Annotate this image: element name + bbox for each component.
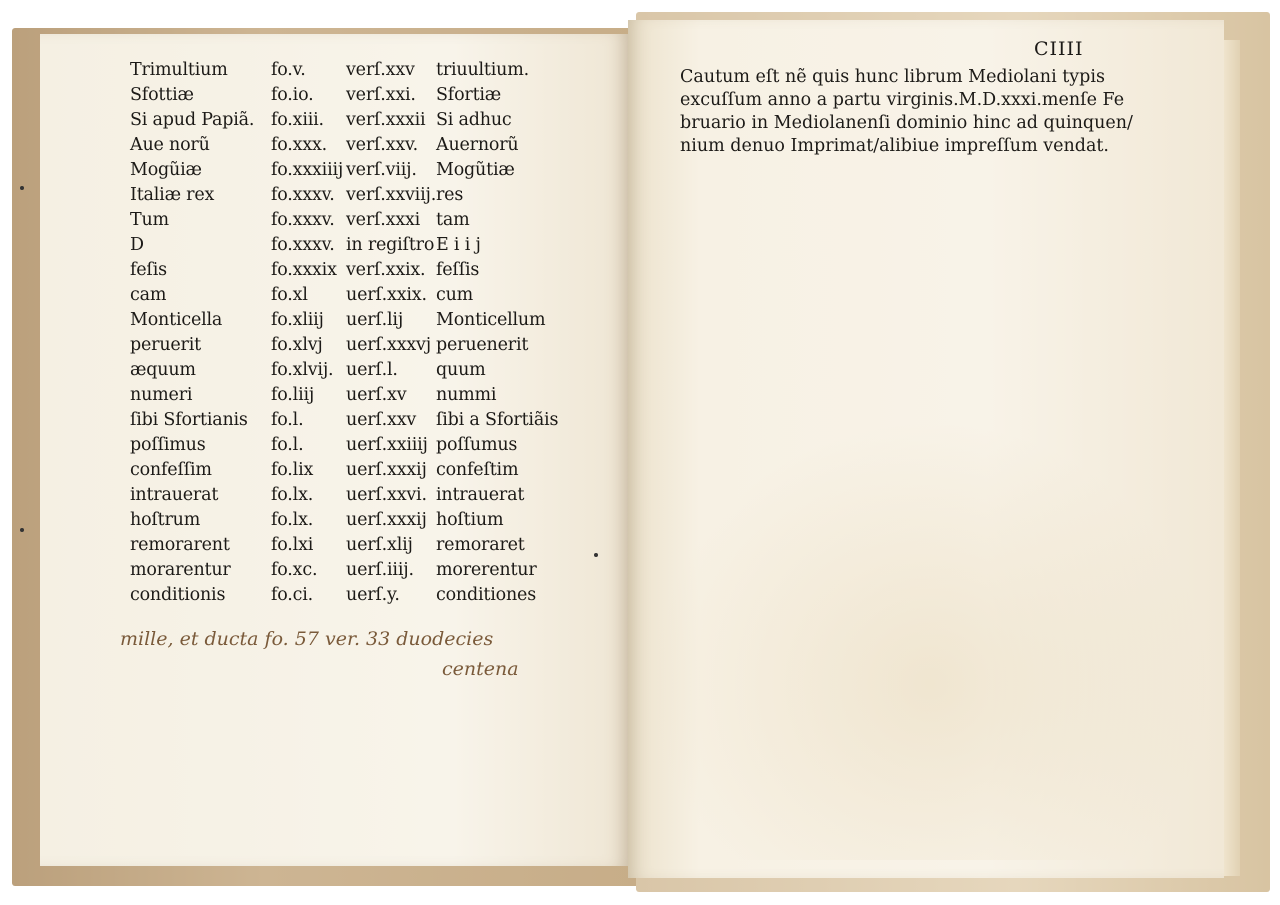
- verse-ref: verſ.xxv.: [346, 135, 418, 155]
- folio-number: CIIII: [1034, 38, 1084, 60]
- error-text: conditionis: [130, 585, 226, 605]
- ink-speck: [594, 553, 598, 557]
- verse-ref: uerſ.xxvi.: [346, 485, 427, 505]
- left-page: [40, 34, 628, 866]
- correction-text: Mogũtiæ: [436, 160, 515, 180]
- folio-ref: fo.lxi: [271, 535, 314, 555]
- verse-ref: uerſ.xv: [346, 385, 407, 405]
- error-text: ſibi Sfortianis: [130, 410, 248, 430]
- folio-ref: fo.xlvj: [271, 335, 323, 355]
- verse-ref: uerſ.lij: [346, 310, 404, 330]
- folio-ref: fo.xxxv.: [271, 210, 335, 230]
- error-text: æquum: [130, 360, 196, 380]
- folio-ref: fo.l.: [271, 435, 304, 455]
- correction-text: Sfortiæ: [436, 85, 502, 105]
- error-text: feſis: [130, 260, 167, 280]
- correction-text: nummi: [436, 385, 497, 405]
- error-text: Monticella: [130, 310, 223, 330]
- correction-text: ſibi a Sfortiãis: [436, 410, 559, 430]
- verse-ref: verſ.xxix.: [346, 260, 426, 280]
- error-text: poſſimus: [130, 435, 206, 455]
- folio-ref: fo.v.: [271, 60, 306, 80]
- verse-ref: verſ.xxxi: [346, 210, 421, 230]
- correction-text: quum: [436, 360, 486, 380]
- printing-privilege: [680, 66, 1150, 158]
- folio-ref: fo.xliij: [271, 310, 324, 330]
- error-text: Tum: [130, 210, 169, 230]
- correction-text: confeſtim: [436, 460, 519, 480]
- binding-hole: [20, 186, 24, 190]
- correction-text: morerentur: [436, 560, 537, 580]
- binding-hole: [20, 528, 24, 532]
- folio-ref: fo.lx.: [271, 485, 314, 505]
- correction-text: Auernorũ: [436, 135, 519, 155]
- privilege-line: bruario in Mediolanenſi dominio hinc ad quinquen/: [680, 113, 1133, 133]
- folio-ref: fo.xxxix: [271, 260, 337, 280]
- folio-ref: fo.xxxv.: [271, 235, 335, 255]
- folio-ref: fo.xl: [271, 285, 308, 305]
- error-text: Italiæ rex: [130, 185, 215, 205]
- error-text: intrauerat: [130, 485, 219, 505]
- folio-ref: fo.xiii.: [271, 110, 324, 130]
- privilege-line: excuſſum anno a partu virginis.M.D.xxxi.menſe Fe: [680, 90, 1125, 110]
- correction-text: E i i j: [436, 235, 481, 255]
- folio-ref: fo.xxxv.: [271, 185, 335, 205]
- verse-ref: uerſ.xlij: [346, 535, 413, 555]
- correction-text: Si adhuc: [436, 110, 512, 130]
- error-text: Sfottiæ: [130, 85, 194, 105]
- verse-ref: verſ.viij.: [346, 160, 417, 180]
- verse-ref: verſ.xxv: [346, 60, 415, 80]
- folio-ref: fo.xc.: [271, 560, 318, 580]
- correction-text: poſſumus: [436, 435, 518, 455]
- error-text: Trimultium: [130, 60, 228, 80]
- correction-text: remoraret: [436, 535, 525, 555]
- paper-stain: [650, 420, 1210, 860]
- correction-text: conditiones: [436, 585, 536, 605]
- folio-ref: fo.io.: [271, 85, 314, 105]
- privilege-line: nium denuo Imprimat/alibiue impreſſum vendat.: [680, 136, 1109, 156]
- correction-text: feſſis: [436, 260, 480, 280]
- folio-ref: fo.l.: [271, 410, 304, 430]
- verse-ref: uerſ.l.: [346, 360, 398, 380]
- correction-text: peruenerit: [436, 335, 529, 355]
- handwritten-line-1: mille, et ducta fo. 57 ver. 33 duodecies: [120, 628, 494, 650]
- error-text: peruerit: [130, 335, 201, 355]
- error-text: numeri: [130, 385, 193, 405]
- folio-ref: fo.lix: [271, 460, 314, 480]
- error-text: hoſtrum: [130, 510, 201, 530]
- verse-ref: verſ.xxxii: [346, 110, 426, 130]
- error-text: Mogũiæ: [130, 160, 202, 180]
- verse-ref: uerſ.xxxij: [346, 460, 427, 480]
- error-text: confeſſim: [130, 460, 212, 480]
- correction-text: hoſtium: [436, 510, 504, 530]
- error-text: cam: [130, 285, 167, 305]
- verse-ref: uerſ.xxxij: [346, 510, 427, 530]
- folio-ref: fo.ci.: [271, 585, 314, 605]
- correction-text: triuultium.: [436, 60, 529, 80]
- correction-text: cum: [436, 285, 474, 305]
- verse-ref: uerſ.iiij.: [346, 560, 414, 580]
- error-text: Aue norũ: [130, 135, 210, 155]
- privilege-line: Cautum eſt nẽ quis hunc librum Mediolani typis: [680, 67, 1105, 87]
- folio-ref: fo.lx.: [271, 510, 314, 530]
- verse-ref: verſ.xxi.: [346, 85, 416, 105]
- handwritten-note: [120, 628, 519, 680]
- error-text: D: [130, 235, 144, 255]
- verse-ref: uerſ.xxiiij: [346, 435, 428, 455]
- correction-text: res: [436, 185, 464, 205]
- error-text: remorarent: [130, 535, 230, 555]
- verse-ref: in regiſtro: [346, 235, 435, 255]
- verse-ref: uerſ.y.: [346, 585, 400, 605]
- folio-ref: fo.xlvij.: [271, 360, 334, 380]
- folio-ref: fo.liij: [271, 385, 315, 405]
- error-text: Si apud Papiã.: [130, 110, 255, 130]
- correction-text: intrauerat: [436, 485, 525, 505]
- verse-ref: uerſ.xxv: [346, 410, 417, 430]
- verse-ref: uerſ.xxxvj: [346, 335, 431, 355]
- correction-text: tam: [436, 210, 470, 230]
- folio-ref: fo.xxx.: [271, 135, 328, 155]
- folio-ref: fo.xxxiiij: [271, 160, 344, 180]
- handwritten-line-2: centena: [442, 658, 519, 680]
- verse-ref: verſ.xxviij.: [346, 185, 437, 205]
- page-edges: [1224, 40, 1240, 876]
- correction-text: Monticellum: [436, 310, 546, 330]
- error-text: morarentur: [130, 560, 231, 580]
- verse-ref: uerſ.xxix.: [346, 285, 427, 305]
